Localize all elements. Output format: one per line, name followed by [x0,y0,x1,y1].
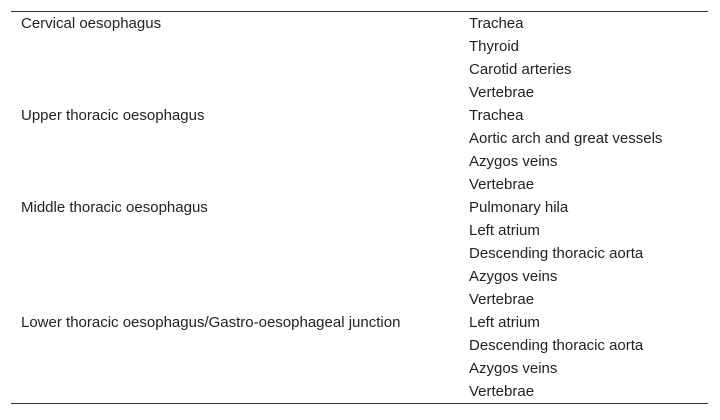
structure-cell: Vertebrae [469,176,535,193]
anatomy-table-grid [11,12,708,403]
structure-cell: Thyroid [469,38,520,55]
structure-cell: Descending thoracic aorta [469,245,644,262]
table-row [11,104,708,127]
region-cell: Upper thoracic oesophagus [21,107,205,124]
structure-cell: Carotid arteries [469,61,572,78]
structure-cell: Descending thoracic aorta [469,337,644,354]
structure-cell: Trachea [469,15,524,32]
region-cell: Cervical oesophagus [21,15,162,32]
structure-cell: Trachea [469,107,524,124]
structure-cell: Azygos veins [469,360,558,377]
anatomy-table [11,11,708,404]
table-row [11,196,708,219]
structure-cell: Left atrium [469,314,540,331]
region-cell: Lower thoracic oesophagus/Gastro-oesophageal junction [21,314,401,331]
structure-cell: Left atrium [469,222,540,239]
structure-cell: Aortic arch and great vessels [469,130,663,147]
table-row [11,12,708,35]
structure-cell: Vertebrae [469,84,535,101]
table-row [11,311,708,334]
anatomy-table-body [11,12,708,403]
structure-cell: Azygos veins [469,268,558,285]
structure-cell: Azygos veins [469,153,558,170]
structure-cell: Vertebrae [469,383,535,400]
structure-cell: Pulmonary hila [469,199,569,216]
structure-cell: Vertebrae [469,291,535,308]
region-cell: Middle thoracic oesophagus [21,199,208,216]
